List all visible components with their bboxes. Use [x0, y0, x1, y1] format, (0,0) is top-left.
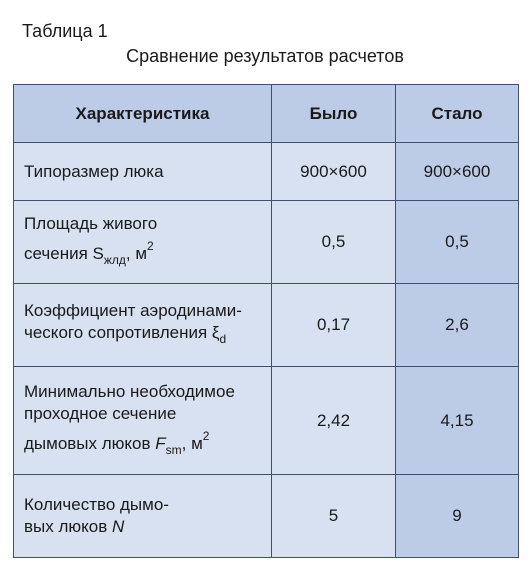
value-after: 0,5 [396, 201, 519, 284]
label-line: Площадь живого [24, 214, 158, 233]
superscript: 2 [202, 428, 210, 443]
table-title: Сравнение результатов расчетов [126, 46, 404, 66]
value-before: 900×600 [272, 143, 396, 201]
label-line: ческого сопротивления ξ [24, 323, 220, 342]
table-row [14, 475, 519, 558]
label-suffix: , м [125, 244, 148, 263]
subscript: d [219, 332, 227, 346]
value-before: 0,5 [272, 201, 396, 284]
variable: F [155, 433, 166, 453]
table-number-label: Таблица 1 [22, 21, 108, 41]
row-label-aero-coefficient [14, 284, 272, 367]
superscript: 2 [147, 239, 154, 253]
table-header-row [14, 85, 519, 143]
label-line: Минимально необходимое [24, 381, 235, 401]
header-before: Было [272, 85, 396, 143]
value-after: 2,6 [396, 284, 519, 367]
value-before: 2,42 [272, 367, 396, 475]
subscript: жлд [103, 253, 126, 267]
table-row [14, 284, 519, 367]
variable: N [111, 517, 125, 536]
label-line: проходное сечение [24, 403, 177, 423]
row-label-free-area [14, 201, 272, 284]
label-line: дымовых люков [24, 433, 156, 453]
label-line: Количество дымо- [24, 495, 169, 514]
row-label-hatch-count [14, 475, 272, 558]
header-characteristic: Характеристика [14, 85, 272, 143]
table-row [14, 367, 519, 475]
label-line: вых люков [24, 517, 112, 536]
row-label-min-section [14, 367, 272, 475]
value-after: 4,15 [396, 367, 519, 475]
value-before: 5 [272, 475, 396, 558]
label-suffix: , м [181, 433, 203, 453]
value-before: 0,17 [272, 284, 396, 367]
table-row [14, 143, 519, 201]
table-row [14, 201, 519, 284]
value-after: 9 [396, 475, 519, 558]
comparison-table [13, 84, 519, 558]
header-after: Стало [396, 85, 519, 143]
subscript: sm [165, 442, 182, 457]
value-after: 900×600 [396, 143, 519, 201]
row-label-hatch-size: Типоразмер люка [14, 143, 272, 201]
label-line: Коэффициент аэродинами- [24, 301, 242, 320]
label-line: сечения S [24, 244, 104, 263]
